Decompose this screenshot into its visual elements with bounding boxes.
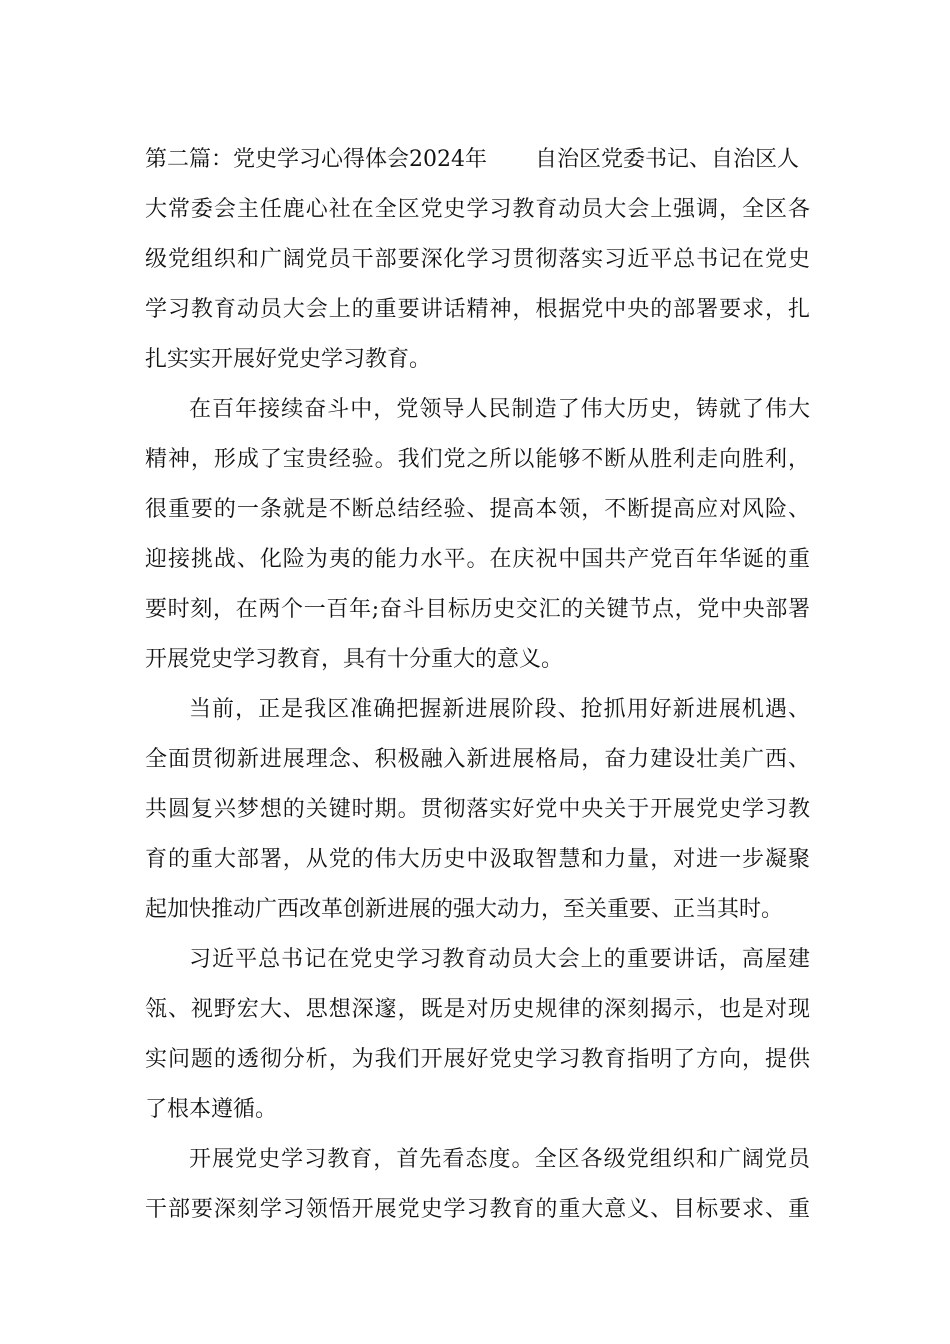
title-line: [145, 135, 810, 185]
paragraph-line: 开展党史学习教育，具有十分重大的意义。: [145, 647, 564, 672]
paragraph-5: [145, 1135, 810, 1235]
paragraph-line: 自治区党委书记、自治区人: [535, 147, 800, 172]
document-title: 第二篇：党史学习心得体会2024年: [145, 147, 487, 172]
paragraph-line: 干部要深刻学习领悟开展党史学习教育的重大意义、目标要求、重: [145, 1197, 810, 1222]
paragraph-3: [145, 685, 810, 935]
paragraph-line: 在百年接续奋斗中，党领导人民制造了伟大历史，铸就了伟大: [189, 397, 810, 422]
paragraph-line: 学习教育动员大会上的重要讲话精神，根据党中央的部署要求，扎: [145, 297, 810, 322]
paragraph-1: [145, 135, 810, 385]
paragraph-line: 开展党史学习教育，首先看态度。全区各级党组织和广阔党员: [189, 1147, 810, 1172]
paragraph-line: 要时刻，在两个一百年;奋斗目标历史交汇的关键节点，党中央部署: [145, 597, 810, 622]
paragraph-line: 瓴、视野宏大、思想深邃，既是对历史规律的深刻揭示，也是对现: [145, 997, 810, 1022]
paragraph-line: 当前，正是我区准确把握新进展阶段、抢抓用好新进展机遇、: [189, 697, 810, 722]
paragraph-line: 实问题的透彻分析，为我们开展好党史学习教育指明了方向，提供: [145, 1047, 810, 1072]
paragraph-line: 起加快推动广西改革创新进展的强大动力，至关重要、正当其时。: [145, 897, 784, 922]
paragraph-2: [145, 385, 810, 685]
paragraph-line: 共圆复兴梦想的关键时期。贯彻落实好党中央关于开展党史学习教: [145, 797, 810, 822]
paragraph-line: 很重要的一条就是不断总结经验、提高本领，不断提高应对风险、: [145, 497, 810, 522]
paragraph-line: 精神，形成了宝贵经验。我们党之所以能够不断从胜利走向胜利，: [145, 447, 810, 472]
paragraph-line: 大常委会主任鹿心社在全区党史学习教育动员大会上强调，全区各: [145, 197, 810, 222]
paragraph-line: 了根本遵循。: [145, 1097, 278, 1122]
paragraph-line: 级党组织和广阔党员干部要深化学习贯彻落实习近平总书记在党史: [145, 247, 810, 272]
paragraph-4: [145, 935, 810, 1135]
paragraph-line: 扎实实开展好党史学习教育。: [145, 347, 432, 372]
paragraph-line: 育的重大部署，从党的伟大历史中汲取智慧和力量，对进一步凝聚: [145, 847, 810, 872]
paragraph-line: 全面贯彻新进展理念、积极融入新进展格局，奋力建设壮美广西、: [145, 747, 810, 772]
paragraph-line: 迎接挑战、化险为夷的能力水平。在庆祝中国共产党百年华诞的重: [145, 547, 810, 572]
document-body: [145, 135, 810, 1235]
paragraph-line: 习近平总书记在党史学习教育动员大会上的重要讲话，高屋建: [189, 947, 810, 972]
